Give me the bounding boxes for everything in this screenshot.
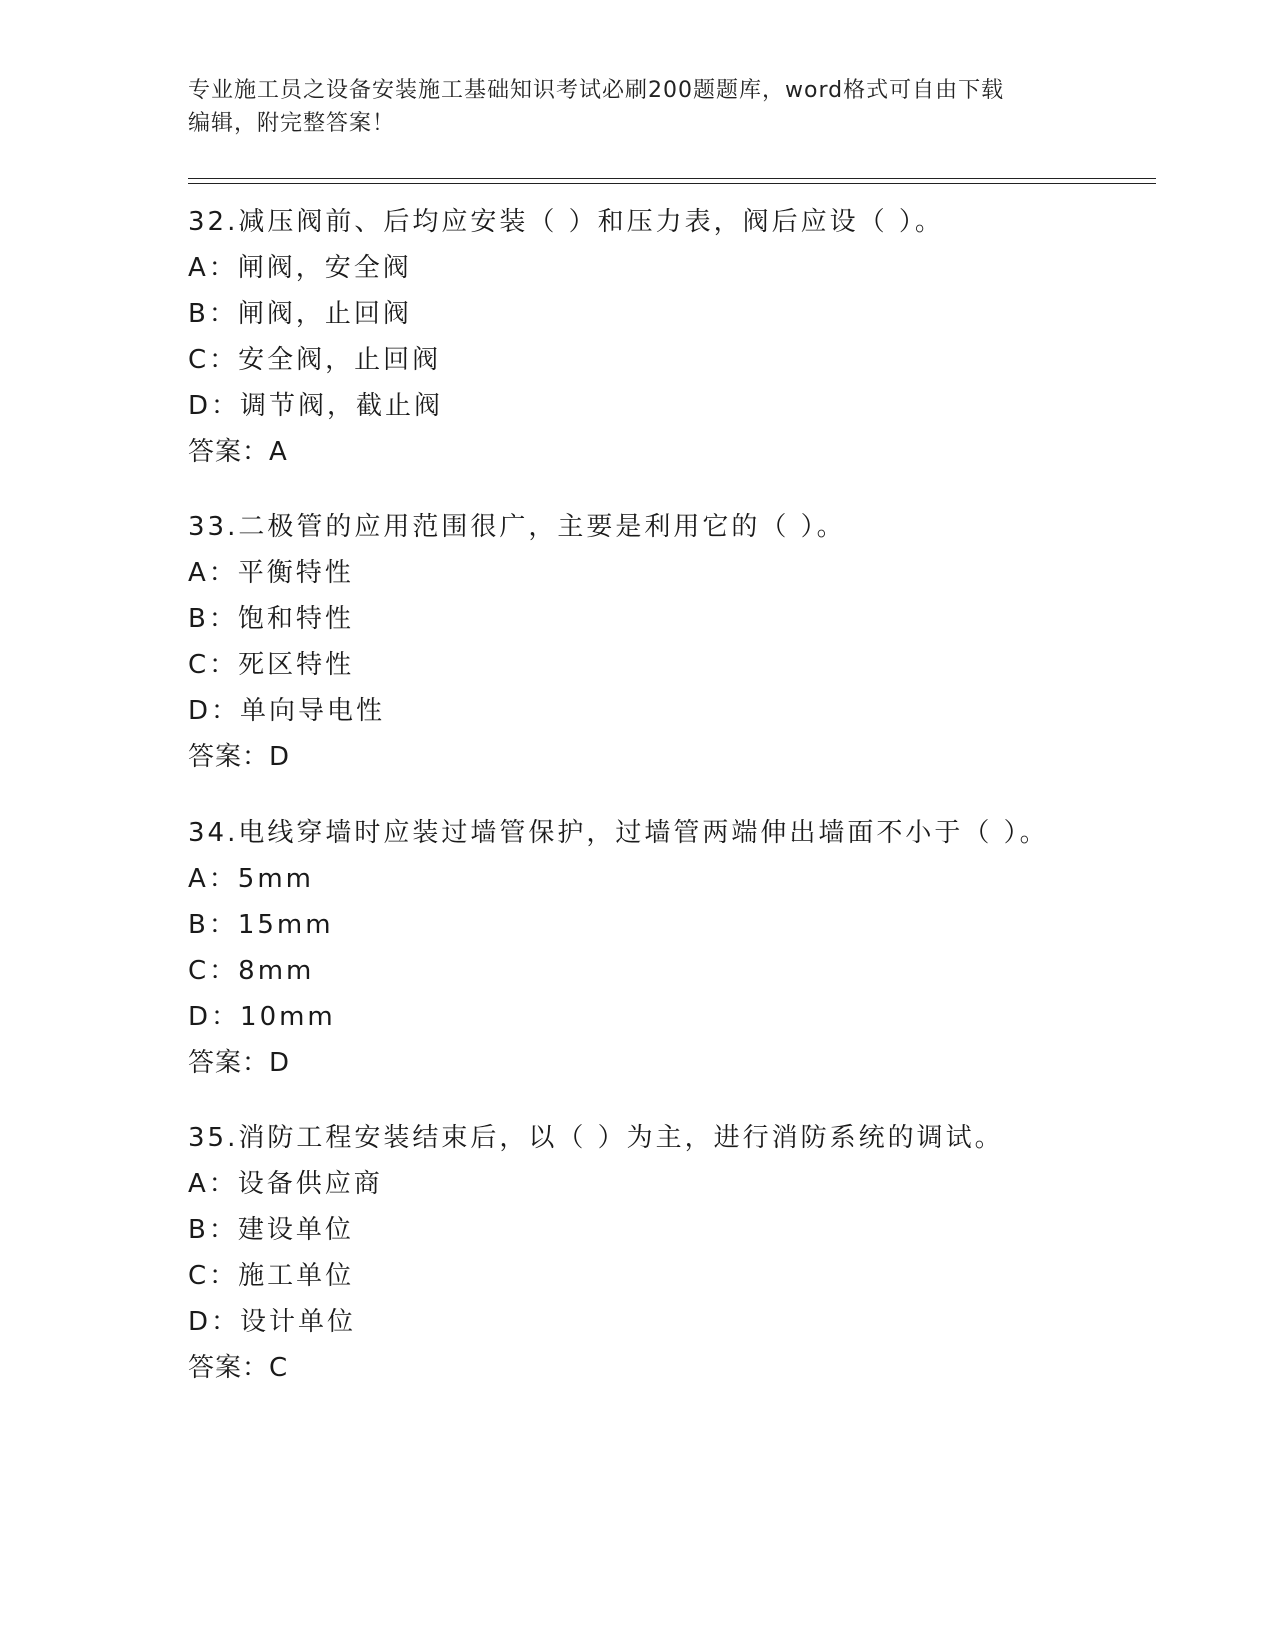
option-d: D：10mm <box>188 1002 336 1032</box>
question-stem: 35.消防工程安装结束后，以（ ）为主，进行消防系统的调试。 <box>188 1123 1004 1153</box>
option-b: B：饱和特性 <box>188 604 354 634</box>
option-a: A：平衡特性 <box>188 558 354 588</box>
answer-value: A <box>269 437 288 467</box>
header-divider-top <box>188 178 1156 179</box>
answer-label: 答案： <box>188 1353 270 1383</box>
option-b: B：15mm <box>188 910 334 940</box>
option-a: A：设备供应商 <box>188 1169 383 1199</box>
question-stem: 32.减压阀前、后均应安装（ ）和压力表，阀后应设（ ）。 <box>188 207 944 237</box>
answer-line <box>188 734 1148 780</box>
option-a: A：5mm <box>188 864 314 894</box>
header-line-2: 编辑，附完整答案！ <box>188 111 396 136</box>
option-c: C：安全阀，止回阀 <box>188 345 442 375</box>
answer-line <box>188 1040 1148 1086</box>
option-d: D：设计单位 <box>188 1307 357 1337</box>
answer-label: 答案： <box>188 1048 270 1078</box>
header-line-1: 专业施工员之设备安装施工基础知识考试必刷200题题库，word格式可自由下载 <box>188 78 1005 103</box>
question-stem: 33.二极管的应用范围很广，主要是利用它的（ ）。 <box>188 512 846 542</box>
question-stem: 34.电线穿墙时应装过墙管保护，过墙管两端伸出墙面不小于（ ）。 <box>188 818 1049 848</box>
answer-label: 答案： <box>188 742 270 772</box>
question-34 <box>188 810 1148 1086</box>
option-c: C：8mm <box>188 956 315 986</box>
question-33 <box>188 504 1148 780</box>
option-b: B：闸阀，止回阀 <box>188 299 412 329</box>
document-header <box>188 74 1088 140</box>
header-divider-bottom <box>188 183 1156 184</box>
option-d: D：单向导电性 <box>188 696 386 726</box>
answer-value: C <box>269 1353 289 1383</box>
option-b: B：建设单位 <box>188 1215 354 1245</box>
answer-line <box>188 429 1148 475</box>
option-a: A：闸阀，安全阀 <box>188 253 412 283</box>
option-d: D：调节阀，截止阀 <box>188 391 444 421</box>
answer-value: D <box>269 1048 291 1078</box>
option-c: C：死区特性 <box>188 650 355 680</box>
question-35 <box>188 1115 1148 1391</box>
answer-line <box>188 1345 1148 1391</box>
answer-label: 答案： <box>188 437 270 467</box>
option-c: C：施工单位 <box>188 1261 355 1291</box>
answer-value: D <box>269 742 291 772</box>
question-32 <box>188 199 1148 475</box>
